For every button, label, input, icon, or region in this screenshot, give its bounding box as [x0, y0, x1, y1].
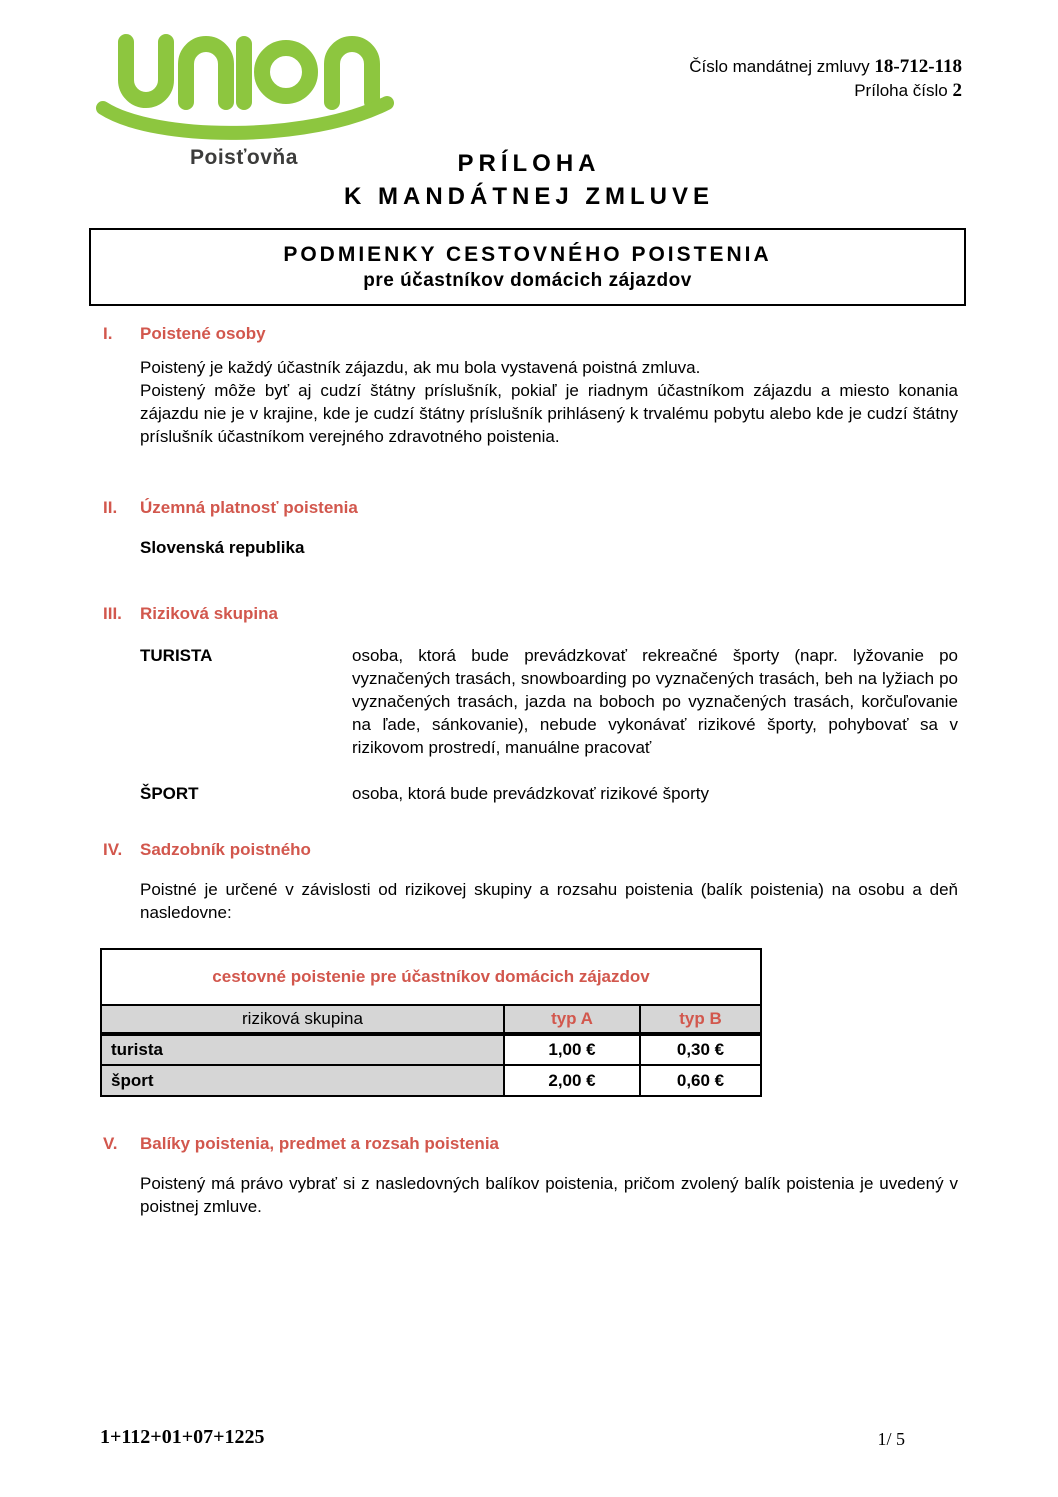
section-1-number: I. — [103, 324, 113, 343]
attachment-number-label: Príloha číslo — [854, 81, 948, 100]
risk-group-turista — [140, 644, 958, 759]
section-2-title: Územná platnosť poistenia — [140, 498, 358, 517]
column-header-typ-a: typ A — [504, 1005, 640, 1034]
section-1-paragraph-1: Poistený je každý účastník zájazdu, ak mu bola vystavená poistná zmluva. — [140, 358, 701, 377]
price-table-grid — [100, 948, 762, 1097]
risk-group-turista-definition: osoba, ktorá bude prevádzkovať rekreačné športy (napr. lyžovanie po vyznačených trasách, snowboarding po vyznačených trasách, beh na lyžiach po vyznačených trasách, jazda na boboch po vyznačených trasách, korčuľovanie na ľade, sánkovanie), nebude vykonávať rizikové športy, pohybovať sa v rizikovom prostredí, manuálne pracovať — [352, 646, 958, 757]
contract-number-label: Číslo mandátnej zmluvy — [689, 57, 870, 76]
section-2-number: II. — [103, 498, 118, 517]
price-table-title: cestovné poistenie pre účastníkov domácich zájazdov — [101, 949, 761, 1005]
subtitle-line1: PODMIENKY CESTOVNÉHO POISTENIA — [283, 242, 772, 266]
risk-group-sport-term: ŠPORT — [140, 784, 199, 803]
section-4-title: Sadzobník poistného — [140, 840, 311, 859]
section-1-body — [140, 356, 958, 448]
price-table — [100, 948, 762, 1097]
row-sport-typ-a: 2,00 € — [504, 1065, 640, 1096]
section-4-body: Poistné je určené v závislosti od rizikovej skupiny a rozsahu poistenia (balík poistenia) na osobu a deň nasledovne: — [140, 880, 958, 922]
row-sport-label: šport — [101, 1065, 504, 1096]
subtitle-box — [89, 228, 966, 306]
section-3-number: III. — [103, 604, 122, 623]
logo-subtitle: Poisťovňa — [190, 146, 298, 169]
section-2-heading — [103, 498, 963, 518]
document-title-line1: PRÍLOHA — [457, 150, 601, 177]
section-3-heading — [103, 604, 963, 624]
table-row-sport — [101, 1065, 761, 1096]
section-3-body — [140, 644, 958, 805]
risk-group-turista-term: TURISTA — [140, 646, 213, 665]
subtitle-line2: pre účastníkov domácich zájazdov — [363, 269, 692, 291]
section-1-heading — [103, 324, 963, 344]
section-5-title: Balíky poistenia, predmet a rozsah poistenia — [140, 1134, 499, 1153]
row-turista-typ-b: 0,30 € — [640, 1034, 761, 1065]
risk-group-sport — [140, 782, 958, 805]
row-turista-typ-a: 1,00 € — [504, 1034, 640, 1065]
risk-group-sport-definition: osoba, ktorá bude prevádzkovať rizikové športy — [352, 784, 709, 803]
contract-number-value: 18-712-118 — [874, 56, 962, 77]
union-logo — [96, 30, 396, 151]
footer-document-code: 1+112+01+07+1225 — [100, 1426, 265, 1448]
section-1-paragraph-2: Poistený môže byť aj cudzí štátny príslušník, pokiaľ je riadnym účastníkom zájazdu a miesto konania zájazdu nie je v krajine, kde je cudzí štátny príslušník prihlásený k trvalému pobytu alebo kde je cudzí štátny príslušník účastníkom verejného zdravotného poistenia. — [140, 381, 958, 446]
footer-page-number: 1/ 5 — [877, 1429, 905, 1449]
row-turista-label: turista — [101, 1034, 504, 1065]
section-5-number: V. — [103, 1134, 118, 1153]
attachment-number-value: 2 — [952, 80, 962, 101]
reference-block — [689, 55, 962, 103]
price-table-header-row — [101, 1005, 761, 1034]
column-header-typ-b: typ B — [640, 1005, 761, 1034]
price-table-title-row — [101, 949, 761, 1005]
section-2-body: Slovenská republika — [140, 538, 305, 557]
document-title-line2: K MANDÁTNEJ ZMLUVE — [344, 183, 714, 210]
section-3-title: Riziková skupina — [140, 604, 278, 623]
attachment-number-line — [689, 79, 962, 103]
section-5-body: Poistený má právo vybrať si z nasledovných balíkov poistenia, pričom zvolený balík poistenia je uvedený v poistnej zmluve. — [140, 1174, 958, 1216]
section-5-heading — [103, 1134, 963, 1154]
table-row-turista — [101, 1034, 761, 1065]
section-1-title: Poistené osoby — [140, 324, 266, 343]
union-logo-icon — [96, 30, 394, 146]
column-header-risk-group: riziková skupina — [101, 1005, 504, 1034]
section-4-number: IV. — [103, 840, 123, 859]
row-sport-typ-b: 0,60 € — [640, 1065, 761, 1096]
section-4-heading — [103, 840, 963, 860]
contract-number-line — [689, 55, 962, 79]
logo-brand-text — [394, 30, 395, 31]
